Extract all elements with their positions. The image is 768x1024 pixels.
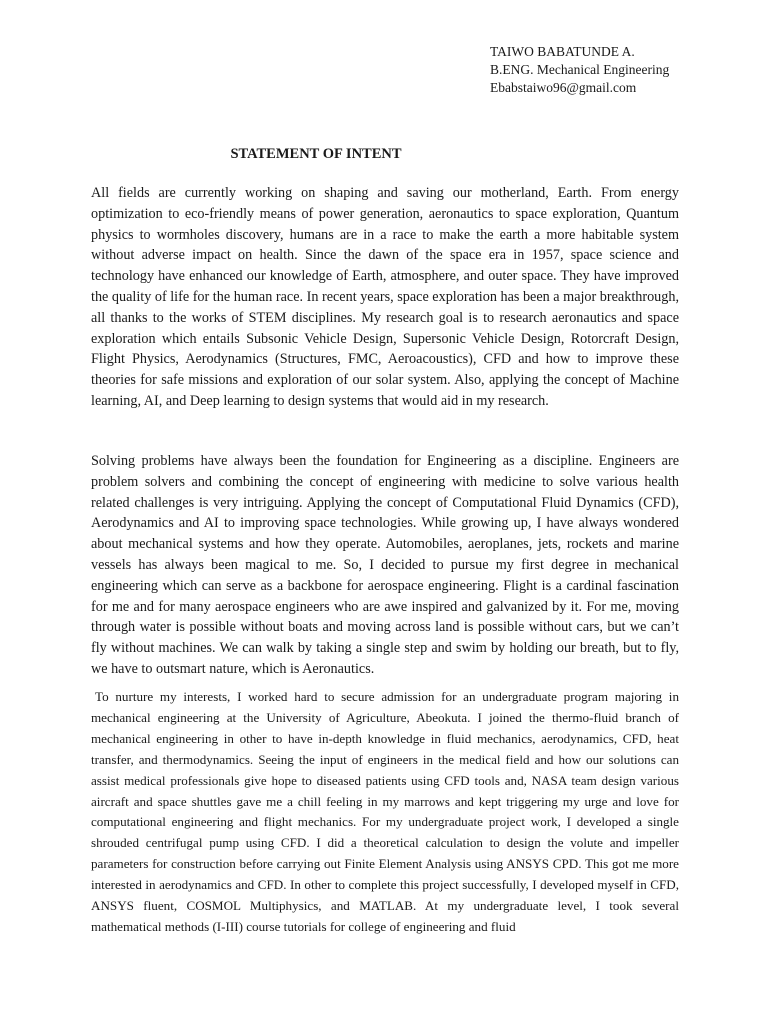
author-degree: B.ENG. Mechanical Engineering <box>490 62 670 77</box>
paragraph-3: To nurture my interests, I worked hard to secure admission for an undergraduate program majoring in mechanical engineering at the University of Agriculture, Abeokuta. I joined the thermo-fluid branch of mechanical engineering in other to have in-depth knowledge in fluid mechanics, aerodynamics, CFD, heat transfer, and thermodynamics. Seeing the input of engineers in the medical field and how our solutions can assist medical professionals give hope to diseased patients using CFD tools and, NASA team design various aircraft and space shuttles gave me a chill feeling in my marrows and kept triggering my urge and love for computational engineering and flight mechanics. For my undergraduate project work, I developed a single shrouded centrifugal pump using CFD. I did a theoretical calculation to design the volute and impeller parameters for construction before carrying out Finite Element Analysis using ANSYS CPD. This got me more interested in aerodynamics and CFD. In other to complete this project successfully, I developed myself in CFD, ANSYS fluent, COSMOL Multiphysics, and MATLAB. At my undergraduate level, I took several mathematical methods (I-III) course tutorials for college of engineering and fluid <box>91 689 679 934</box>
author-header <box>490 43 669 97</box>
author-email: Ebabstaiwo96@gmail.com <box>490 80 637 95</box>
author-name: TAIWO BABATUNDE A. <box>490 44 635 59</box>
paragraph-1: All fields are currently working on shaping and saving our motherland, Earth. From energy optimization to eco-friendly means of power generation, aeronautics to space exploration, Quantum physics to wormholes discovery, humans are in a race to make the earth a more habitable system without adverse impact on health. Since the dawn of the space era in 1957, space science and technology have enhanced our knowledge of Earth, atmosphere, and outer space. They have improved the quality of life for the human race. In recent years, space exploration has been a major breakthrough, all thanks to the works of STEM disciplines. My research goal is to research aeronautics and space exploration which entails Subsonic Vehicle Design, Supersonic Vehicle Design, Rotorcraft Design, Flight Physics, Aerodynamics (Structures, FMC, Aeroacoustics), CFD and how to improve these theories for safe missions and exploration of our solar system. Also, applying the concept of Machine learning, AI, and Deep learning to design systems that would aid in my research. <box>91 185 679 409</box>
document-title: STATEMENT OF INTENT <box>230 146 402 162</box>
paragraph-2: Solving problems have always been the foundation for Engineering as a discipline. Engineers are problem solvers and combining the concept of engineering with medicine to solve various health related challenges is very intriguing. Applying the concept of Computational Fluid Dynamics (CFD), Aerodynamics and AI to improving space technologies. While growing up, I have always wondered about mechanical systems and how they operate. Automobiles, aeroplanes, jets, rockets and marine vessels has always been magical to me. So, I decided to pursue my first degree in mechanical engineering which can serve as a backbone for aerospace engineering. Flight is a cardinal fascination for me and for many aerospace engineers who are awe inspired and galvanized by it. For me, moving through water is possible without boats and moving across land is possible without cars, but we can’t fly without machines. We can walk by taking a single step and swim by holding our breath, but to fly, we have to outsmart nature, which is Aeronautics. <box>91 453 679 677</box>
